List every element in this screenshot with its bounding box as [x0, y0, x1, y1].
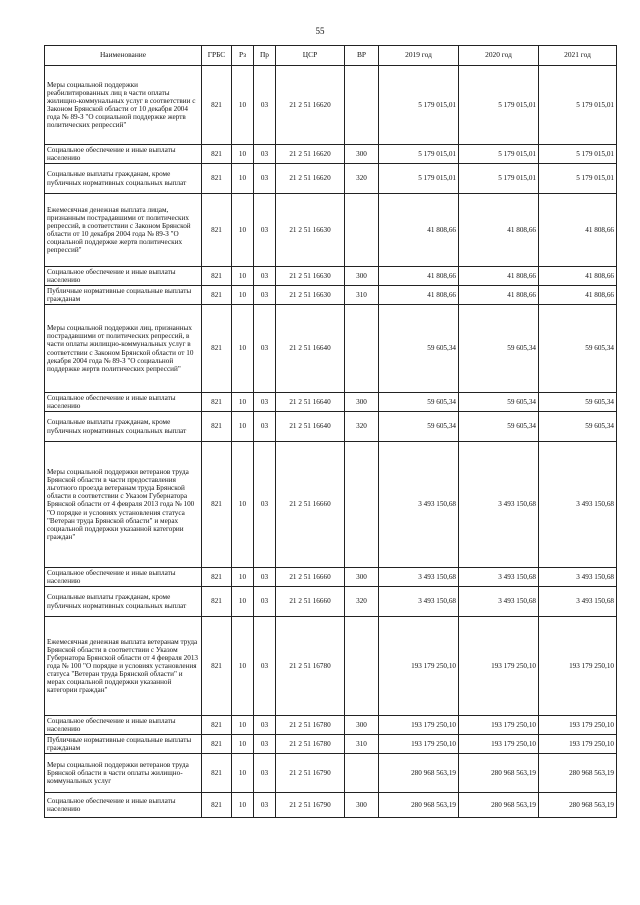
- cell-2019: 5 179 015,01: [379, 164, 459, 194]
- cell-2019: 59 605,34: [379, 393, 459, 412]
- cell-2021: 41 808,66: [539, 286, 617, 305]
- cell-rz: 10: [232, 617, 254, 716]
- cell-2021: 5 179 015,01: [539, 164, 617, 194]
- cell-name: Меры социальной поддержки лиц, признанных пострадавшими от политических репрессий, в части оплаты жилищно-коммунальных услуг в соответствии с Законом Брянской области от 10 декабря 2004 года № 89-З "О социальной поддержке жертв политических репрессий": [45, 305, 202, 393]
- header-2020: 2020 год: [459, 46, 539, 66]
- cell-2019: 3 493 150,68: [379, 568, 459, 587]
- cell-pr: 03: [254, 754, 276, 793]
- cell-2020: 280 968 563,19: [459, 793, 539, 818]
- cell-name: Социальное обеспечение и иные выплаты населению: [45, 716, 202, 735]
- cell-vr: [345, 617, 379, 716]
- header-2019: 2019 год: [379, 46, 459, 66]
- cell-rz: 10: [232, 412, 254, 442]
- cell-grbs: 821: [202, 267, 232, 286]
- cell-2020: 59 605,34: [459, 393, 539, 412]
- cell-vr: 300: [345, 568, 379, 587]
- cell-2021: 280 968 563,19: [539, 754, 617, 793]
- cell-grbs: 821: [202, 305, 232, 393]
- table-body: [45, 66, 617, 818]
- budget-table: [44, 45, 617, 818]
- page-number: 55: [315, 26, 325, 36]
- table-row: [45, 267, 617, 286]
- cell-grbs: 821: [202, 412, 232, 442]
- cell-pr: 03: [254, 286, 276, 305]
- cell-2019: 280 968 563,19: [379, 793, 459, 818]
- cell-name: Социальные выплаты гражданам, кроме публичных нормативных социальных выплат: [45, 412, 202, 442]
- cell-csr: 21 2 51 16630: [276, 267, 345, 286]
- cell-vr: [345, 442, 379, 568]
- table-row: [45, 716, 617, 735]
- header-rz: Рз: [232, 46, 254, 66]
- cell-2020: 3 493 150,68: [459, 568, 539, 587]
- table-row: [45, 164, 617, 194]
- cell-2021: 5 179 015,01: [539, 66, 617, 145]
- cell-2021: 193 179 250,10: [539, 617, 617, 716]
- cell-name: Социальное обеспечение и иные выплаты населению: [45, 568, 202, 587]
- cell-pr: 03: [254, 442, 276, 568]
- cell-name: Социальное обеспечение и иные выплаты населению: [45, 793, 202, 818]
- cell-grbs: 821: [202, 793, 232, 818]
- cell-2020: 41 808,66: [459, 194, 539, 267]
- cell-vr: 320: [345, 587, 379, 617]
- cell-2021: 280 968 563,19: [539, 793, 617, 818]
- cell-rz: 10: [232, 305, 254, 393]
- cell-pr: 03: [254, 164, 276, 194]
- cell-vr: 320: [345, 164, 379, 194]
- cell-2019: 3 493 150,68: [379, 442, 459, 568]
- table-row: [45, 305, 617, 393]
- cell-pr: 03: [254, 617, 276, 716]
- cell-pr: 03: [254, 587, 276, 617]
- cell-2020: 5 179 015,01: [459, 66, 539, 145]
- cell-csr: 21 2 51 16780: [276, 617, 345, 716]
- cell-grbs: 821: [202, 587, 232, 617]
- cell-grbs: 821: [202, 164, 232, 194]
- cell-vr: [345, 66, 379, 145]
- cell-csr: 21 2 51 16630: [276, 194, 345, 267]
- cell-rz: 10: [232, 145, 254, 164]
- cell-rz: 10: [232, 754, 254, 793]
- cell-vr: [345, 194, 379, 267]
- cell-pr: 03: [254, 735, 276, 754]
- cell-vr: 310: [345, 735, 379, 754]
- cell-2019: 41 808,66: [379, 286, 459, 305]
- cell-2021: 59 605,34: [539, 412, 617, 442]
- cell-name: Социальное обеспечение и иные выплаты населению: [45, 145, 202, 164]
- cell-vr: [345, 305, 379, 393]
- cell-2021: 3 493 150,68: [539, 568, 617, 587]
- cell-grbs: 821: [202, 66, 232, 145]
- cell-2019: 41 808,66: [379, 194, 459, 267]
- cell-vr: 310: [345, 286, 379, 305]
- table-header-row: [45, 46, 617, 66]
- table-row: [45, 194, 617, 267]
- header-pr: Пр: [254, 46, 276, 66]
- cell-2019: 280 968 563,19: [379, 754, 459, 793]
- cell-name: Публичные нормативные социальные выплаты гражданам: [45, 286, 202, 305]
- cell-2020: 3 493 150,68: [459, 587, 539, 617]
- table-row: [45, 793, 617, 818]
- cell-2019: 41 808,66: [379, 267, 459, 286]
- cell-name: Социальное обеспечение и иные выплаты населению: [45, 267, 202, 286]
- cell-rz: 10: [232, 164, 254, 194]
- cell-2021: 41 808,66: [539, 194, 617, 267]
- table-row: [45, 568, 617, 587]
- cell-vr: 300: [345, 393, 379, 412]
- cell-2020: 41 808,66: [459, 267, 539, 286]
- table-row: [45, 393, 617, 412]
- table-row: [45, 617, 617, 716]
- cell-vr: 300: [345, 145, 379, 164]
- cell-2019: 59 605,34: [379, 412, 459, 442]
- cell-2021: 41 808,66: [539, 267, 617, 286]
- cell-rz: 10: [232, 587, 254, 617]
- cell-grbs: 821: [202, 568, 232, 587]
- cell-rz: 10: [232, 716, 254, 735]
- cell-grbs: 821: [202, 286, 232, 305]
- cell-csr: 21 2 51 16660: [276, 568, 345, 587]
- cell-rz: 10: [232, 793, 254, 818]
- table-row: [45, 66, 617, 145]
- cell-2021: 193 179 250,10: [539, 716, 617, 735]
- cell-grbs: 821: [202, 145, 232, 164]
- cell-2019: 193 179 250,10: [379, 716, 459, 735]
- cell-grbs: 821: [202, 735, 232, 754]
- cell-pr: 03: [254, 393, 276, 412]
- cell-pr: 03: [254, 66, 276, 145]
- cell-name: Ежемесячная денежная выплата лицам, признанным пострадавшими от политических репрессий, в соответствии с Законом Брянской области от 10 декабря 2004 года № 89-З "О социальной поддержке жертв политических репрессий": [45, 194, 202, 267]
- header-vr: ВР: [345, 46, 379, 66]
- cell-2020: 5 179 015,01: [459, 145, 539, 164]
- cell-rz: 10: [232, 393, 254, 412]
- cell-csr: 21 2 51 16620: [276, 145, 345, 164]
- cell-rz: 10: [232, 194, 254, 267]
- cell-rz: 10: [232, 66, 254, 145]
- cell-2021: 5 179 015,01: [539, 145, 617, 164]
- cell-pr: 03: [254, 793, 276, 818]
- cell-2020: 193 179 250,10: [459, 716, 539, 735]
- cell-rz: 10: [232, 568, 254, 587]
- cell-name: Ежемесячная денежная выплата ветеранам труда Брянской области в соответствии с Указом Губернатора Брянской области от 4 февраля 2013 года № 100 "О порядке и условиях установления статуса "Ветеран труда Брянской области" и мерах социальной поддержки указанной категории граждан": [45, 617, 202, 716]
- cell-grbs: 821: [202, 716, 232, 735]
- cell-grbs: 821: [202, 754, 232, 793]
- table-row: [45, 754, 617, 793]
- cell-name: Социальное обеспечение и иные выплаты населению: [45, 393, 202, 412]
- cell-csr: 21 2 51 16790: [276, 754, 345, 793]
- table-row: [45, 412, 617, 442]
- cell-rz: 10: [232, 735, 254, 754]
- table-row: [45, 145, 617, 164]
- cell-csr: 21 2 51 16640: [276, 305, 345, 393]
- cell-2019: 59 605,34: [379, 305, 459, 393]
- cell-2020: 280 968 563,19: [459, 754, 539, 793]
- table-row: [45, 587, 617, 617]
- cell-name: Социальные выплаты гражданам, кроме публичных нормативных социальных выплат: [45, 164, 202, 194]
- cell-2021: 3 493 150,68: [539, 442, 617, 568]
- cell-grbs: 821: [202, 617, 232, 716]
- table-row: [45, 735, 617, 754]
- cell-2020: 59 605,34: [459, 305, 539, 393]
- table-row: [45, 442, 617, 568]
- cell-2020: 193 179 250,10: [459, 735, 539, 754]
- cell-grbs: 821: [202, 194, 232, 267]
- cell-csr: 21 2 51 16780: [276, 716, 345, 735]
- cell-2020: 59 605,34: [459, 412, 539, 442]
- cell-name: Социальные выплаты гражданам, кроме публичных нормативных социальных выплат: [45, 587, 202, 617]
- cell-2021: 193 179 250,10: [539, 735, 617, 754]
- table-row: [45, 286, 617, 305]
- cell-2019: 3 493 150,68: [379, 587, 459, 617]
- cell-csr: 21 2 51 16660: [276, 587, 345, 617]
- cell-name: Меры социальной поддержки реабилитированных лиц в части оплаты жилищно-коммунальных услуг в соответствии с Законом Брянской области от 10 декабря 2004 года № 89-З "О социальной поддержке жертв политических репрессий": [45, 66, 202, 145]
- header-csr: ЦСР: [276, 46, 345, 66]
- cell-2021: 59 605,34: [539, 305, 617, 393]
- cell-name: Меры социальной поддержки ветеранов труда Брянской области в части оплаты жилищно-коммунальных услуг: [45, 754, 202, 793]
- cell-csr: 21 2 51 16660: [276, 442, 345, 568]
- cell-rz: 10: [232, 286, 254, 305]
- cell-vr: [345, 754, 379, 793]
- cell-rz: 10: [232, 442, 254, 568]
- cell-csr: 21 2 51 16790: [276, 793, 345, 818]
- cell-pr: 03: [254, 267, 276, 286]
- cell-2020: 193 179 250,10: [459, 617, 539, 716]
- cell-csr: 21 2 51 16640: [276, 412, 345, 442]
- cell-2020: 3 493 150,68: [459, 442, 539, 568]
- cell-csr: 21 2 51 16620: [276, 164, 345, 194]
- cell-2020: 41 808,66: [459, 286, 539, 305]
- cell-pr: 03: [254, 194, 276, 267]
- cell-pr: 03: [254, 412, 276, 442]
- header-name: Наименование: [45, 46, 202, 66]
- cell-grbs: 821: [202, 442, 232, 568]
- cell-vr: 300: [345, 267, 379, 286]
- cell-2021: 3 493 150,68: [539, 587, 617, 617]
- cell-vr: 300: [345, 793, 379, 818]
- header-2021: 2021 год: [539, 46, 617, 66]
- cell-2020: 5 179 015,01: [459, 164, 539, 194]
- cell-pr: 03: [254, 145, 276, 164]
- cell-csr: 21 2 51 16640: [276, 393, 345, 412]
- cell-vr: 320: [345, 412, 379, 442]
- cell-name: Публичные нормативные социальные выплаты гражданам: [45, 735, 202, 754]
- cell-pr: 03: [254, 568, 276, 587]
- cell-name: Меры социальной поддержки ветеранов труда Брянской области в части предоставления льготного проезда ветеранам труда Брянской области в соответствии с Указом Губернатора Брянской области от 4 февраля 2013 года № 100 "О порядке и условиях установления статуса "Ветеран труда Брянской области" и мерах социальной поддержки указанной категории граждан": [45, 442, 202, 568]
- cell-csr: 21 2 51 16620: [276, 66, 345, 145]
- cell-2019: 5 179 015,01: [379, 145, 459, 164]
- cell-vr: 300: [345, 716, 379, 735]
- cell-2019: 193 179 250,10: [379, 735, 459, 754]
- cell-2019: 193 179 250,10: [379, 617, 459, 716]
- cell-rz: 10: [232, 267, 254, 286]
- cell-csr: 21 2 51 16630: [276, 286, 345, 305]
- cell-pr: 03: [254, 716, 276, 735]
- cell-grbs: 821: [202, 393, 232, 412]
- cell-2021: 59 605,34: [539, 393, 617, 412]
- cell-2019: 5 179 015,01: [379, 66, 459, 145]
- header-grbs: ГРБС: [202, 46, 232, 66]
- cell-csr: 21 2 51 16780: [276, 735, 345, 754]
- cell-pr: 03: [254, 305, 276, 393]
